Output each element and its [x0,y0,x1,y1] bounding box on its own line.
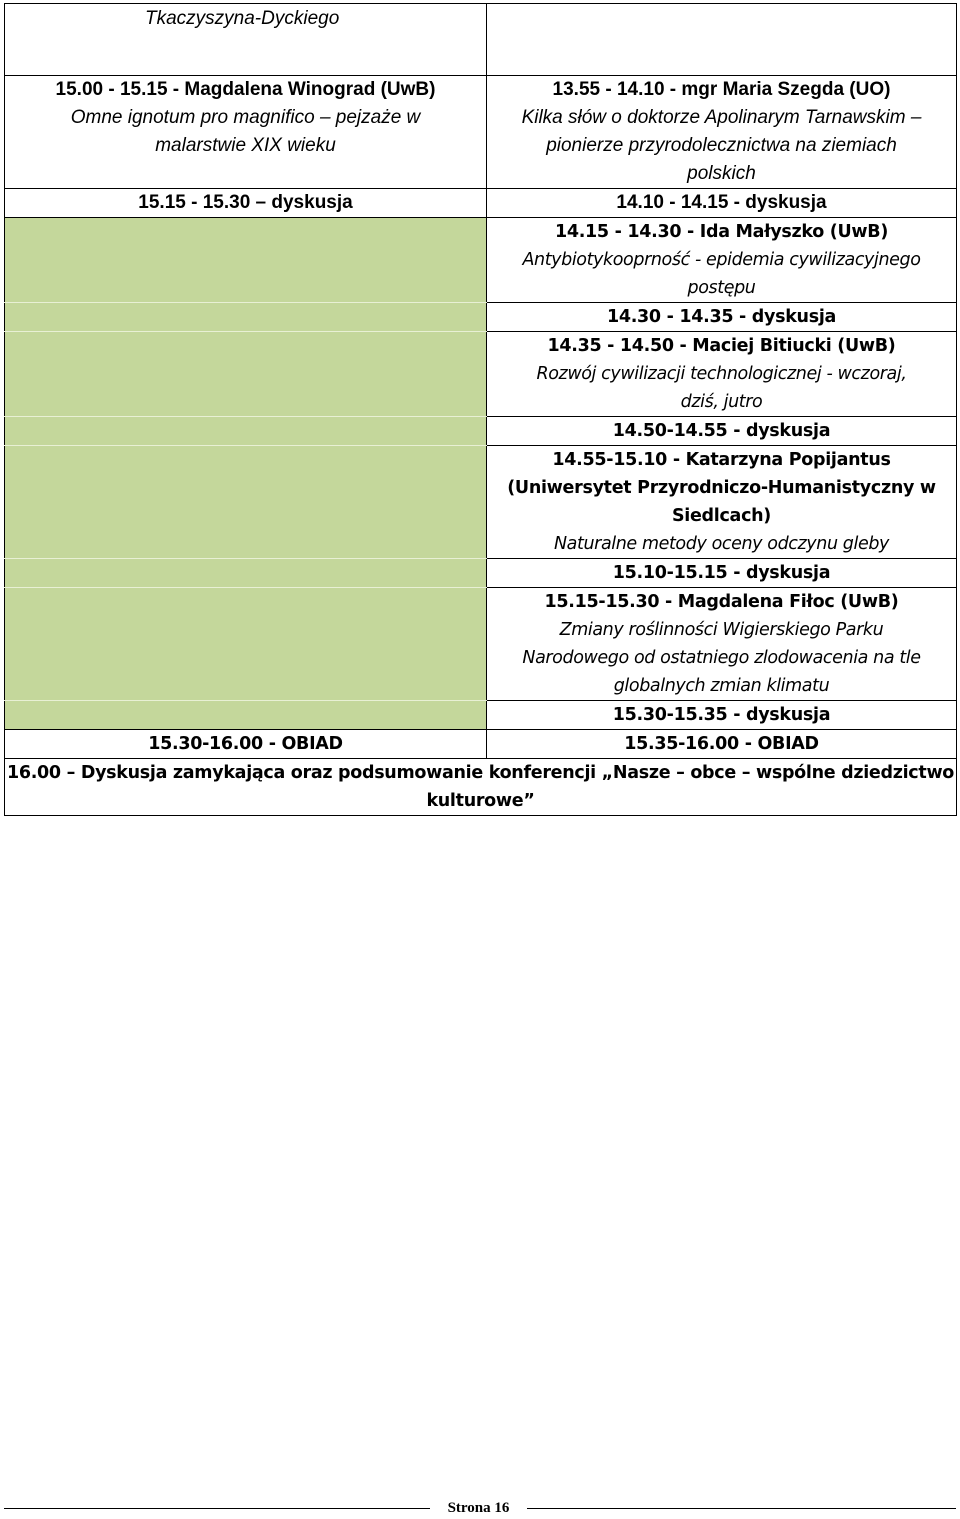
talk-time-speaker: 14.15 - 14.30 - Ida Małyszko (UwB) [554,222,889,242]
continued-affiliation-text: Tkaczyszyna-Dyckiego [145,8,340,29]
cell-lunch-left [5,730,487,759]
program-row-lunch [5,730,957,759]
cell-continued-left [5,4,487,76]
talk-title-line: Omne ignotum pro magnifico – pejzaże w [70,107,421,128]
talk-title-line: Narodowego od ostatniego zlodowacenia na tle [522,648,921,668]
closing-text-line: kulturowe” [426,791,535,811]
talk-title-line: Naturalne metody oceny odczynu gleby [553,534,889,554]
talk-title-line: malarstwie XIX wieku [155,135,336,156]
cell-discussion-left [5,189,487,218]
program-table [4,3,957,816]
empty-shaded-cell [5,446,487,559]
empty-shaded-cell [5,588,487,701]
program-row-talks [5,76,957,189]
program-row-continued [5,4,957,76]
empty-shaded-cell [5,332,487,417]
talk-title-line: Rozwój cywilizacji technologicznej - wczoraj, [536,364,907,384]
cell-lunch-right [487,730,957,759]
empty-shaded-cell [5,218,487,303]
talk-title-line: Kilka słów o doktorze Apolinarym Tarnawskim – [521,107,922,128]
empty-shaded-cell [5,559,487,588]
cell-discussion-right [487,189,957,218]
talk-title-line: globalnych zmian klimatu [613,676,830,696]
discussion-text: 15.10-15.15 - dyskusja [612,563,831,583]
cell-talk-winograd [5,76,487,189]
cell-discussion-right [487,701,957,730]
program-row-discussion [5,189,957,218]
talk-title-line: postępu [687,278,756,298]
talk-time-speaker: 13.55 - 14.10 - mgr Maria Szegda (UO) [552,79,891,100]
empty-shaded-cell [5,701,487,730]
program-row-discussion [5,303,957,332]
talk-title-line: polskich [687,163,756,184]
lunch-text: 15.30-16.00 - OBIAD [148,734,343,754]
cell-continued-right-empty [487,4,957,76]
cell-discussion-right [487,303,957,332]
lunch-text: 15.35-16.00 - OBIAD [624,734,819,754]
program-row-talk-filoc [5,588,957,701]
discussion-text: 14.30 - 14.35 - dyskusja [606,307,837,327]
cell-talk-bitiucki [487,332,957,417]
talk-affiliation-line: (Uniwersytet Przyrodniczo-Humanistyczny w [507,478,936,498]
discussion-text: 15.15 - 15.30 – dyskusja [138,192,353,213]
talk-title-line: dziś, jutro [680,392,763,412]
cell-discussion-right [487,417,957,446]
talk-title-line: pionierze przyrodolecznictwa na ziemiach [546,135,897,156]
empty-shaded-cell [5,303,487,332]
footer-rule-left [4,1508,430,1509]
program-row-talk-malyszko [5,218,957,303]
talk-title-line: Zmiany roślinności Wigierskiego Parku [559,620,884,640]
footer-rule-right [527,1508,956,1509]
cell-talk-filoc [487,588,957,701]
cell-talk-szegda [487,76,957,189]
talk-time-speaker: 14.55-15.10 - Katarzyna Popijantus [552,450,891,470]
empty-shaded-cell [5,417,487,446]
talk-time-speaker: 14.35 - 14.50 - Maciej Bitiucki (UwB) [547,336,896,356]
page-number-label: Strona 16 [447,1500,510,1516]
page-footer [0,1498,960,1518]
cell-talk-malyszko [487,218,957,303]
cell-talk-popijantus [487,446,957,559]
talk-time-speaker: 15.00 - 15.15 - Magdalena Winograd (UwB) [55,79,436,100]
discussion-text: 15.30-15.35 - dyskusja [612,705,831,725]
program-row-talk-bitiucki [5,332,957,417]
discussion-text: 14.50-14.55 - dyskusja [612,421,831,441]
program-row-talk-popijantus [5,446,957,559]
program-row-closing [5,759,957,816]
discussion-text: 14.10 - 14.15 - dyskusja [616,192,827,213]
program-row-discussion [5,701,957,730]
cell-closing-discussion [5,759,957,816]
program-row-discussion [5,417,957,446]
talk-time-speaker: 15.15-15.30 - Magdalena Fiłoc (UwB) [544,592,899,612]
talk-title-line: Antybiotykooprność - epidemia cywilizacyjnego [522,250,921,270]
closing-text-line: 16.00 – Dyskusja zamykająca oraz podsumowanie konferencji „Nasze – obce – wspólne dziedzictwo [6,763,955,783]
cell-discussion-right [487,559,957,588]
program-row-discussion [5,559,957,588]
talk-affiliation-line: Siedlcach) [671,506,771,526]
